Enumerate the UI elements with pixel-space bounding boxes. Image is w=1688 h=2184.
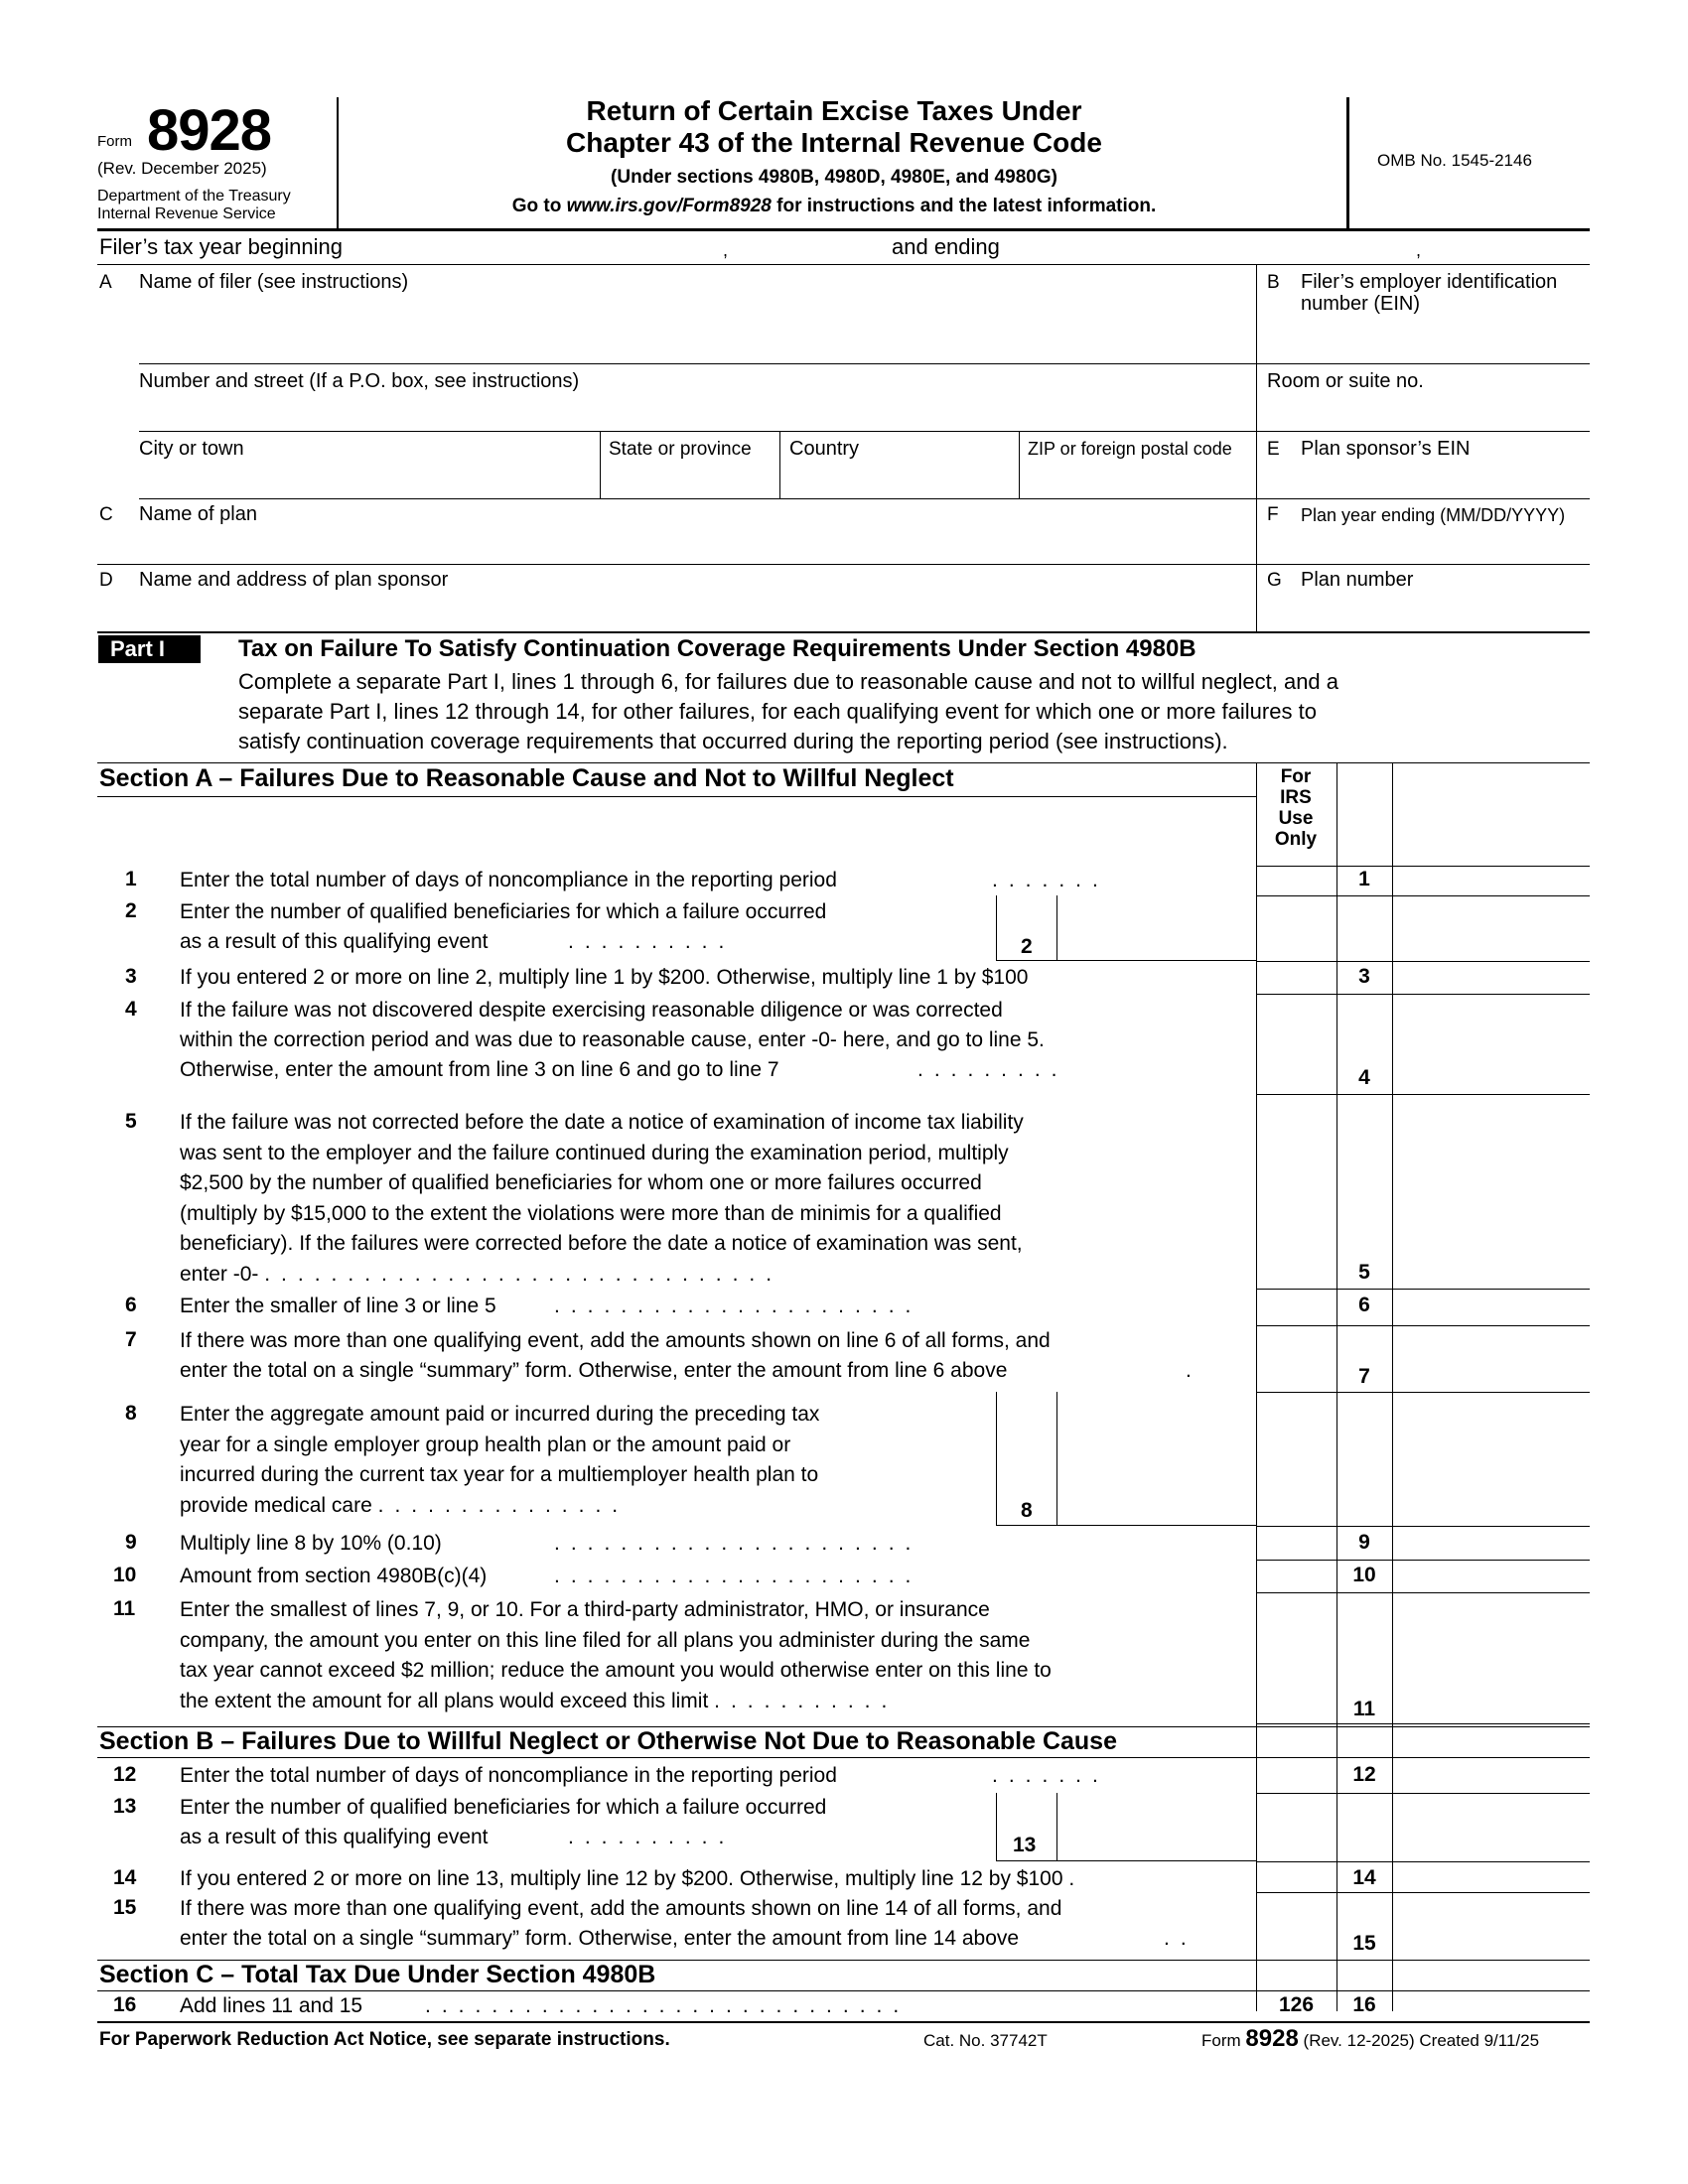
- plan-sponsor-label: Name and address of plan sponsor: [139, 569, 449, 591]
- catalog-number: Cat. No. 37742T: [923, 2031, 1048, 2050]
- form-header: [0, 0, 1688, 233]
- line-number: 1: [125, 868, 137, 890]
- tax-year-beginning-label: Filer’s tax year beginning: [99, 234, 343, 259]
- form-title: [338, 95, 1331, 220]
- line-15-amount-input[interactable]: [1393, 1893, 1589, 1959]
- field-letter-f: F: [1267, 504, 1279, 525]
- plan-sponsor-ein-label: Plan sponsor’s EIN: [1301, 438, 1471, 460]
- irs-use-code: 126: [1278, 1993, 1315, 2016]
- tax-year-beginning-input[interactable]: [382, 234, 710, 262]
- filer-name-label: Name of filer (see instructions): [139, 271, 409, 293]
- line-16-amount-input[interactable]: [1393, 1991, 1589, 2020]
- plan-name-input[interactable]: [139, 530, 1246, 562]
- plan-number-label: Plan number: [1301, 569, 1414, 591]
- filer-ein-label-1: Filer’s employer identification: [1301, 271, 1558, 293]
- line-7-amount-input[interactable]: [1393, 1326, 1589, 1391]
- line-1-amount-input[interactable]: [1393, 866, 1589, 895]
- irs-use-only-header: For IRS Use Only: [1274, 766, 1318, 850]
- plan-number-input[interactable]: [1263, 596, 1589, 627]
- filer-name-input[interactable]: [139, 298, 1246, 357]
- paperwork-notice: For Paperwork Reduction Act Notice, see separate instructions.: [99, 2029, 670, 2050]
- plan-year-ending-label: Plan year ending (MM/DD/YYYY): [1301, 505, 1566, 525]
- field-letter-e: E: [1267, 439, 1280, 460]
- plan-name-label: Name of plan: [139, 503, 257, 525]
- country-input[interactable]: [781, 463, 1016, 496]
- tax-year-ending-label: and ending: [892, 234, 1000, 259]
- filer-ein-label-2: number (EIN): [1301, 293, 1421, 315]
- part-1-intro-line-3: satisfy continuation coverage requirements that occurred during the reporting period (see instructions).: [238, 729, 1228, 753]
- line-14-amount-input[interactable]: [1393, 1862, 1589, 1891]
- zip-input[interactable]: [1021, 463, 1257, 496]
- field-letter-c: C: [99, 504, 113, 525]
- city-input[interactable]: [139, 463, 596, 496]
- line-text: Enter the total number of days of noncompliance in the reporting period: [180, 869, 837, 891]
- subtitle-sections: (Under sections 4980B, 4980D, 4980E, and 4980G): [611, 167, 1057, 188]
- field-letter-g: G: [1267, 570, 1282, 591]
- plan-year-ending-input[interactable]: [1263, 530, 1589, 562]
- subtitle-instructions: Go to www.irs.gov/Form8928 for instructions and the latest information.: [511, 196, 1157, 216]
- room-suite-label: Room or suite no.: [1267, 370, 1424, 392]
- line-6-amount-input[interactable]: [1393, 1290, 1589, 1324]
- city-label: City or town: [139, 438, 244, 460]
- line-4-amount-input[interactable]: [1393, 996, 1589, 1093]
- section-c-heading: Section C – Total Tax Due Under Section 4980B: [99, 1961, 656, 1988]
- part-1-title: Tax on Failure To Satisfy Continuation Coverage Requirements Under Section 4980B: [238, 635, 1196, 662]
- field-letter-d: D: [99, 570, 113, 591]
- line-8-box-label: 8: [1021, 1499, 1033, 1522]
- line-5-amount-input[interactable]: [1393, 1095, 1589, 1288]
- state-input[interactable]: [602, 463, 776, 496]
- agency-name: Internal Revenue Service: [97, 205, 276, 222]
- line-3-amount-input[interactable]: [1393, 963, 1589, 993]
- part-1-intro-line-1: Complete a separate Part I, lines 1 through 6, for failures due to reasonable cause and not to willful neglect, and a: [238, 669, 1339, 694]
- line-1-box-label: 1: [1358, 868, 1370, 890]
- form-revision: (Rev. December 2025): [97, 159, 267, 178]
- line-12-amount-input[interactable]: [1393, 1759, 1589, 1792]
- form-word: Form: [97, 133, 132, 150]
- street-label: Number and street (If a P.O. box, see instructions): [139, 370, 580, 392]
- line-13-box-label: 13: [1013, 1834, 1037, 1856]
- section-b-heading: Section B – Failures Due to Willful Neglect or Otherwise Not Due to Reasonable Cause: [99, 1727, 1117, 1755]
- line-9-amount-input[interactable]: [1393, 1527, 1589, 1559]
- line-11-amount-input[interactable]: [1393, 1593, 1589, 1722]
- part-1-tag: Part I: [98, 635, 201, 663]
- country-label: Country: [789, 438, 860, 460]
- zip-label: ZIP or foreign postal code: [1028, 439, 1232, 459]
- form-number: 8928: [147, 98, 272, 163]
- street-input[interactable]: [139, 395, 1246, 429]
- line-10-amount-input[interactable]: [1393, 1561, 1589, 1591]
- tax-year-beginning-comma: ,: [723, 240, 729, 260]
- line-2-box-label: 2: [1021, 935, 1033, 958]
- part-1-intro-line-2: separate Part I, lines 12 through 14, for other failures, for each qualifying event for which one or more failures to: [238, 699, 1317, 724]
- filer-info-block: [0, 264, 1688, 631]
- department-name: Department of the Treasury: [97, 188, 291, 205]
- filer-ein-input[interactable]: [1263, 320, 1589, 357]
- title-line-1: Return of Certain Excise Taxes Under: [586, 95, 1082, 126]
- room-suite-input[interactable]: [1263, 395, 1589, 429]
- irs-url-link[interactable]: www.irs.gov/Form8928: [566, 196, 772, 216]
- title-line-2: Chapter 43 of the Internal Revenue Code: [566, 127, 1102, 158]
- field-letter-b: B: [1267, 272, 1280, 293]
- section-a-heading: Section A – Failures Due to Reasonable Cause and Not to Willful Neglect: [99, 764, 954, 792]
- footer-form-id: Form 8928 (Rev. 12-2025) Created 9/11/25: [1201, 2025, 1540, 2052]
- line-8-input[interactable]: [1058, 1394, 1254, 1524]
- state-label: State or province: [609, 439, 752, 460]
- tax-year-ending-comma: ,: [1416, 240, 1422, 260]
- omb-number: OMB No. 1545-2146: [1377, 151, 1532, 170]
- line-13-input[interactable]: [1058, 1795, 1254, 1859]
- line-2-input[interactable]: [1058, 897, 1254, 959]
- tax-year-ending-input[interactable]: [1033, 234, 1410, 262]
- field-letter-a: A: [99, 272, 112, 293]
- leader-dots: .......: [992, 869, 1109, 891]
- plan-sponsor-ein-input[interactable]: [1263, 463, 1589, 496]
- plan-sponsor-input[interactable]: [139, 596, 1246, 627]
